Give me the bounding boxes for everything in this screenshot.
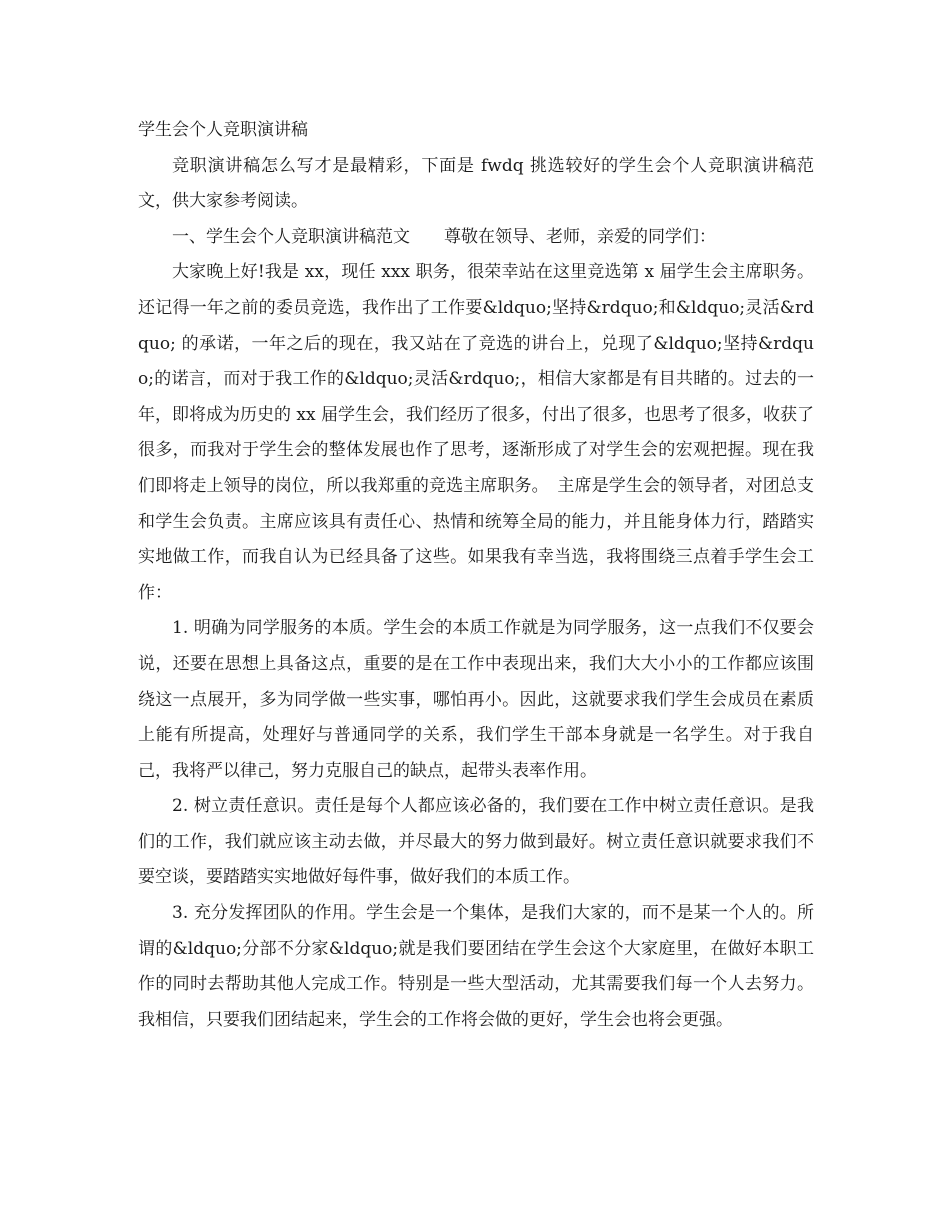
document-title: 学生会个人竞职演讲稿 <box>138 120 308 140</box>
paragraph-section-heading: 一、学生会个人竞职演讲稿范文 尊敬在领导、老师，亲爱的同学们： <box>172 226 716 247</box>
paragraph-intro: 竞职演讲稿怎么写才是最精彩，下面是 fwdq 挑选较好的学生会个人竞职演讲稿范文，供大家参考阅读。 <box>138 155 814 212</box>
document-body <box>138 113 814 1038</box>
paragraph-point-3: 3. 充分发挥团队的作用。学生会是一个集体，是我们大家的，而不是某一个人的。所谓的&ldquo;分部不分家&ldquo;就是我们要团结在学生会这个大家庭里，在做好本职工作的同时去帮助其他人完成工作。特别是一些大型活动，尤其需要我们每一个人去努力。我相信，只要我们团结起来，学生会的工作将会做的更好，学生会也将会更强。 <box>138 903 814 1030</box>
paragraph-point-2: 2. 树立责任意识。责任是每个人都应该必备的，我们要在工作中树立责任意识。是我们的工作，我们就应该主动去做，并尽最大的努力做到最好。树立责任意识就要求我们不要空谈，要踏踏实实地做好每件事，做好我们的本质工作。 <box>138 796 814 888</box>
paragraph-point-1: 1. 明确为同学服务的本质。学生会的本质工作就是为同学服务，这一点我们不仅要会说，还要在思想上具备这点，重要的是在工作中表现出来，我们大大小小的工作都应该围绕这一点展开，多为同学做一些实事，哪怕再小。因此，这就要求我们学生会成员在素质上能有所提高，处理好与普通同学的关系，我们学生干部本身就是一名学生。对于我自己，我将严以律己，努力克服自己的缺点，起带头表率作用。 <box>138 618 814 781</box>
paragraph-speech-opening: 大家晚上好!我是 xx，现任 xxx 职务，很荣幸站在这里竞选第 x 届学生会主席职务。还记得一年之前的委员竞选，我作出了工作要&ldquo;坚持&rdquo;和&ldquo;灵活&rdquo; 的承诺，一年之后的现在，我又站在了竞选的讲台上，兑现了&ldquo;坚持&rdquo;的诺言，而对于我工作的&ldquo;灵活&rdquo;，相信大家都是有目共睹的。过去的一年，即将成为历史的 xx 届学生会，我们经历了很多，付出了很多，也思考了很多，收获了很多，而我对于学生会的整体发展也作了思考，逐渐形成了对学生会的宏观把握。现在我们即将走上领导的岗位，所以我郑重的竞选主席职务。 主席是学生会的领导者，对团总支和学生会负责。主席应该具有责任心、热情和统筹全局的能力，并且能身体力行，踏踏实实地做工作，而我自认为已经具备了这些。如果我有幸当选，我将围绕三点着手学生会工作： <box>138 262 814 603</box>
